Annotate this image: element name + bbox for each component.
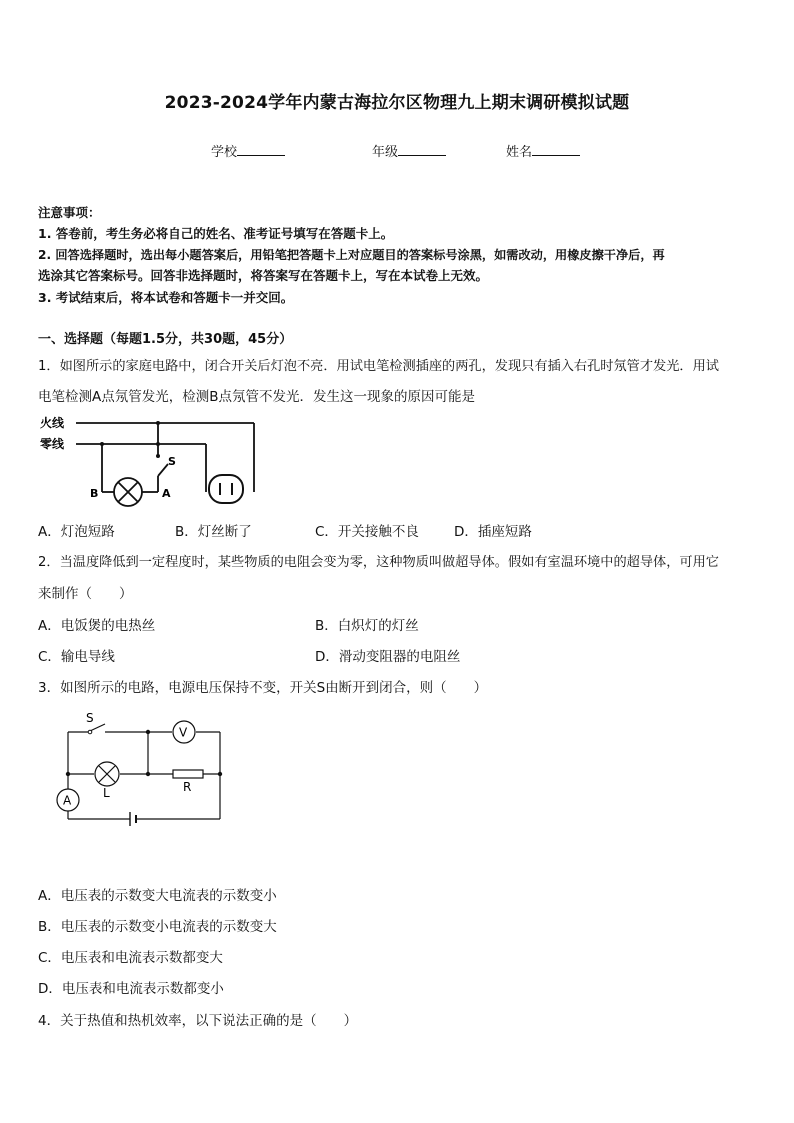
q3-option-b: B．电压表的示数变小电流表的示数变大 [38,919,277,935]
resistor-icon [173,770,203,778]
live-wire-label: 火线 [40,416,65,430]
socket-icon [209,475,243,503]
q2-option-a: A．电饭煲的电热丝 [38,618,156,634]
q3-circuit-diagram [48,706,233,836]
grade-blank [398,143,446,156]
q4-text-line-1: 4．关于热值和热机效率，以下说法正确的是（ ） [38,1013,358,1029]
lamp-label: L [103,786,110,800]
q3-text-line-1: 3．如图所示的电路，电源电压保持不变，开关S由断开到闭合，则（ ） [38,680,488,696]
name-blank [532,143,580,156]
grade-label: 年级 [372,145,399,160]
q2-option-d: D．滑动变阻器的电阻丝 [315,649,461,665]
q2-option-c: C．输电导线 [38,649,115,665]
q3-option-d: D．电压表和电流表示数都变小 [38,981,224,997]
school-label: 学校 [211,145,238,160]
notice-item-2: 2. 回答选择题时，选出每小题答案后，用铅笔把答题卡上对应题目的答案标号涂黑，如需改动，用橡皮擦干净后，再 [38,248,665,262]
q1-option-c: C．开关接触不良 [315,524,419,540]
neutral-wire-label: 零线 [40,437,65,451]
point-a-label: A [162,487,171,500]
q2-text-line-1: 2．当温度降低到一定程度时，某些物质的电阻会变为零，这种物质叫做超导体。假如有室温环境中的超导体，可用它 [38,555,719,570]
q3-option-a: A．电压表的示数变大电流表的示数变小 [38,888,277,904]
notice-item-2-cont: 选涂其它答案标号。回答非选择题时，将答案写在答题卡上，写在本试卷上无效。 [38,268,489,283]
q3-switch-label: S [86,711,94,725]
switch-label: S [168,455,176,468]
q1-option-d: D．插座短路 [454,524,532,540]
q1-text-line-1: 1．如图所示的家庭电路中，闭合开关后灯泡不亮．用试电笔检测插座的两孔，发现只有插入右孔时氖管才发光．用试 [38,359,719,374]
section-heading: 一、选择题（每题1.5分，共30题，45分） [38,332,293,347]
q1-option-b: B．灯丝断了 [175,524,252,540]
resistor-label: R [183,780,192,794]
school-field [211,141,285,160]
name-field [506,141,580,160]
q1-option-a: A．灯泡短路 [38,524,115,540]
q2-option-b: B．白炽灯的灯丝 [315,618,419,634]
notice-item-1: 1. 答卷前，考生务必将自己的姓名、准考证号填写在答题卡上。 [38,226,394,241]
school-blank [237,143,285,156]
page-title: 2023-2024学年内蒙古海拉尔区物理九上期末调研模拟试题 [164,93,630,113]
voltmeter-label: V [179,725,188,740]
notice-heading: 注意事项： [38,205,101,220]
notice-item-3: 3. 考试结束后，将本试卷和答题卡一并交回。 [38,290,294,305]
q1-text-line-2: 电笔检测A点氖管发光，检测B点氖管不发光．发生这一现象的原因可能是 [38,389,475,405]
name-label: 姓名 [506,145,533,160]
q1-circuit-diagram [38,408,268,508]
grade-field [372,141,446,160]
q3-option-c: C．电压表和电流表示数都变大 [38,950,223,966]
q2-text-line-2: 来制作（ ） [38,586,133,602]
ammeter-label: A [63,793,72,808]
point-b-label: B [90,487,99,500]
